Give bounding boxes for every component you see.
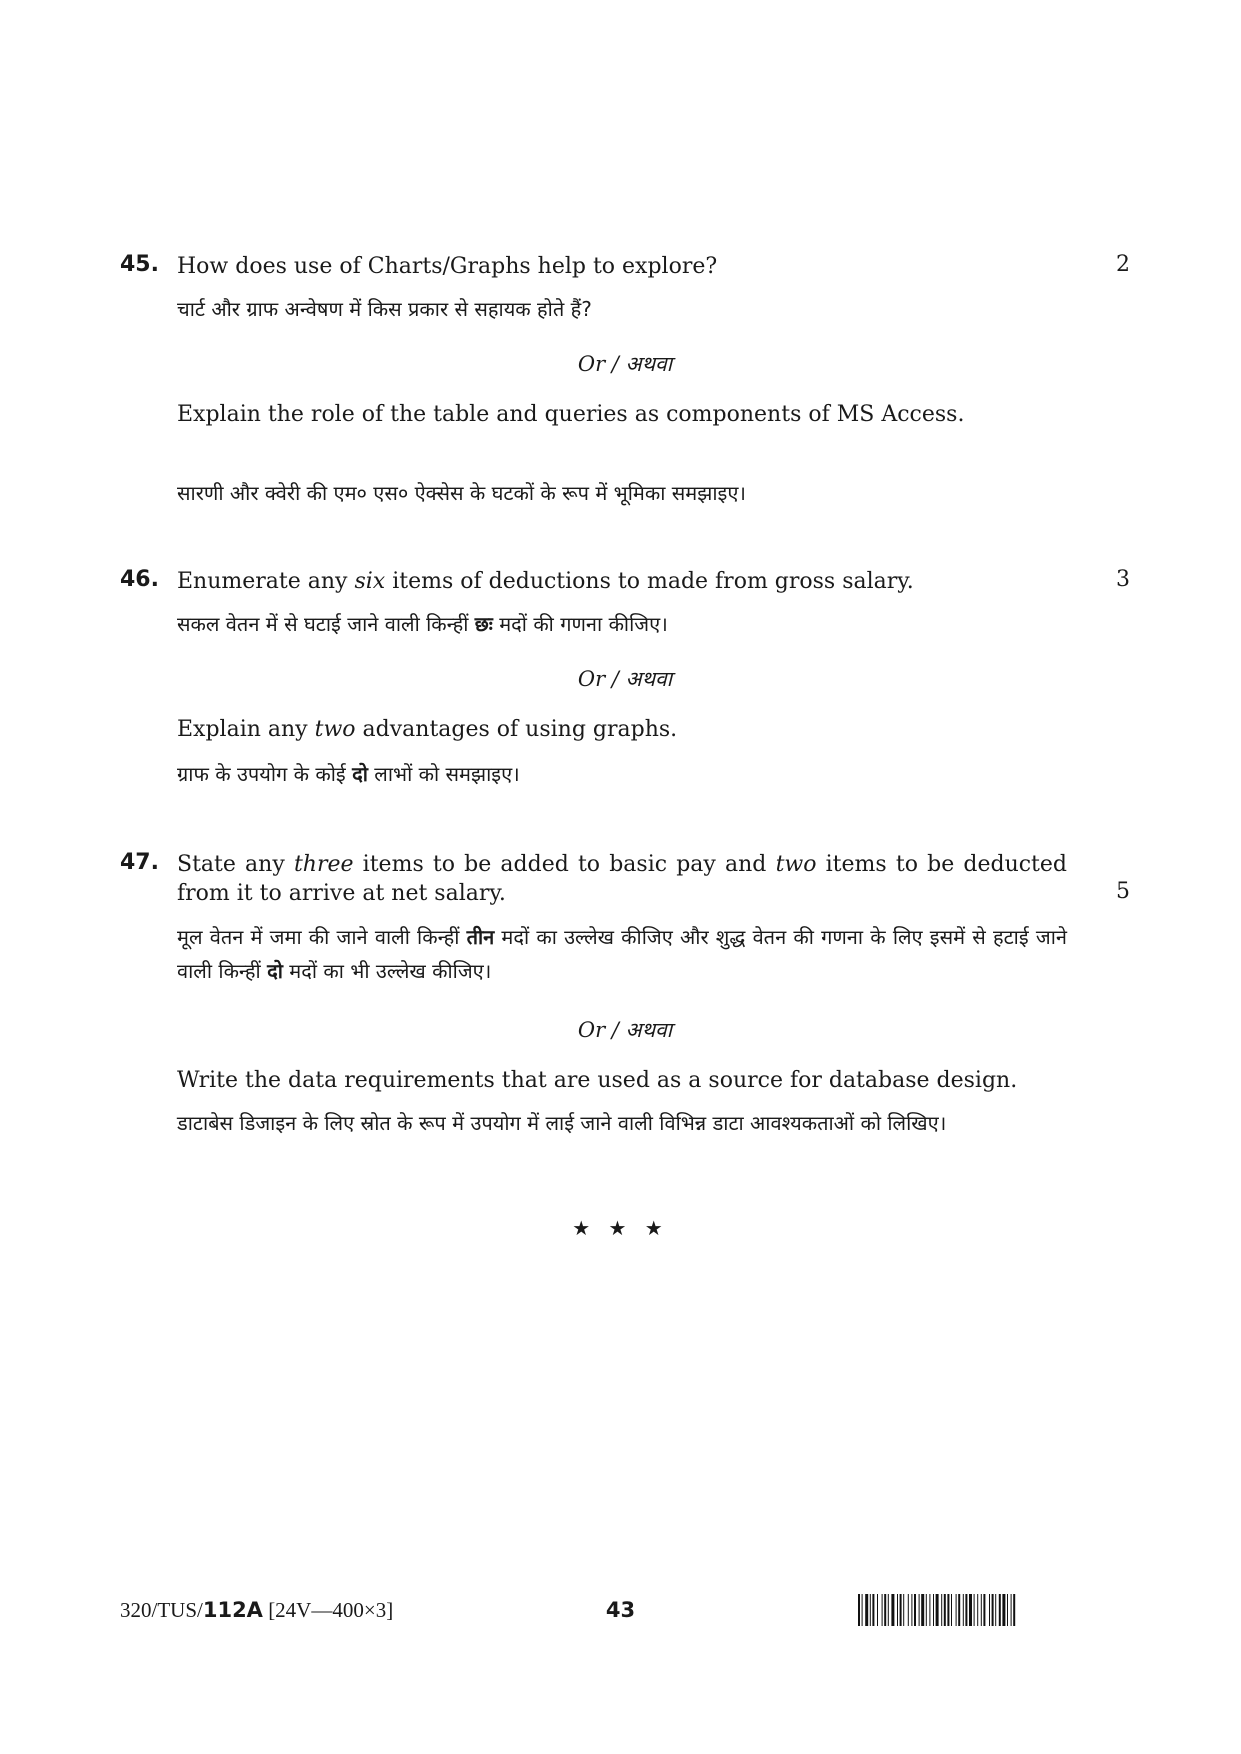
page-number: 43 (605, 1598, 636, 1622)
paper-code: 320/TUS/112A [24V—400×3] (120, 1598, 394, 1622)
alternative-text-en: Explain any two advantages of using graphs. (177, 717, 678, 742)
marks: 5 (1116, 879, 1130, 904)
alternative-text-hi: सारणी और क्वेरी की एम० एस० ऐक्सेस के घटकों के रूप में भूमिका समझाइए। (177, 481, 747, 505)
question-text-hi: मूल वेतन में जमा की जाने वाली किन्हीं तीन मदों का उल्लेख कीजिए और शुद्ध वेतन की गणना के लिए इसमें से हटाई जाने वाली किन्हीं दो मदों का भी उल्लेख कीजिए। (177, 925, 1067, 983)
question-number: 47. (120, 850, 159, 875)
question-number: 45. (120, 252, 159, 277)
question-text-hi: सकल वेतन में से घटाई जाने वाली किन्हीं छः मदों की गणना कीजिए। (177, 612, 668, 636)
or-divider: Or / अथवा (577, 352, 673, 376)
question-text-hi: चार्ट और ग्राफ अन्वेषण में किस प्रकार से सहायक होते हैं? (177, 297, 592, 321)
alternative-text-en: Write the data requirements that are used as a source for database design. (177, 1068, 1018, 1093)
alternative-text-en: Explain the role of the table and queries as components of MS Access. (177, 402, 965, 427)
alternative-text-hi: ग्राफ के उपयोग के कोई दो लाभों को समझाइए। (177, 762, 520, 786)
question-text-en: State any three items to be added to basic pay and two items to be deducted from it to arrive at net salary. (177, 852, 1067, 906)
question-number: 46. (120, 567, 159, 592)
marks: 2 (1116, 252, 1130, 277)
or-divider: Or / अथवा (577, 667, 673, 691)
or-divider: Or / अथवा (577, 1018, 673, 1042)
end-marker: ★ ★ ★ (572, 1216, 669, 1240)
barcode-icon (858, 1594, 1126, 1626)
question-text-en: How does use of Charts/Graphs help to explore? (177, 254, 718, 279)
marks: 3 (1116, 567, 1130, 592)
alternative-text-hi: डाटाबेस डिजाइन के लिए स्रोत के रूप में उपयोग में लाई जाने वाली विभिन्न डाटा आवश्यकताओं को लिखिए। (177, 1111, 947, 1135)
question-text-en: Enumerate any six items of deductions to made from gross salary. (177, 569, 914, 594)
